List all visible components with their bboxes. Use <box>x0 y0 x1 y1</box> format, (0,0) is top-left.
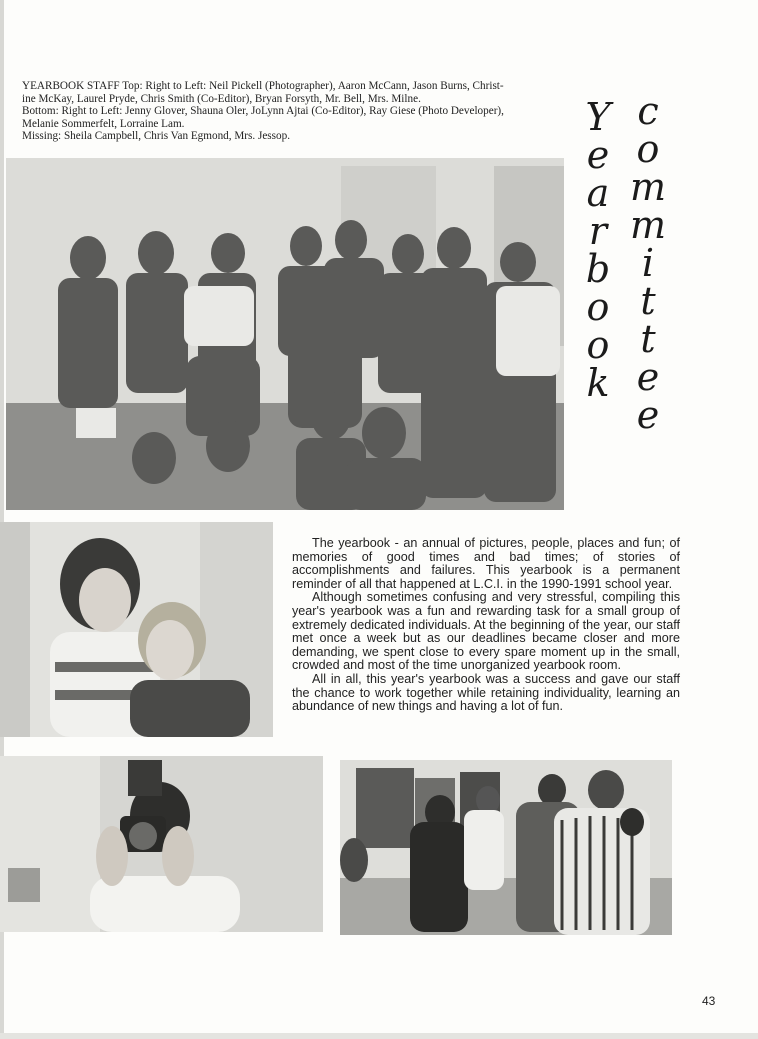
title-letter: o <box>586 323 610 367</box>
staff-group-photo <box>6 158 564 510</box>
staff-photo-caption <box>22 80 574 143</box>
photographer-photo-art <box>0 756 323 932</box>
title-letter: r <box>588 209 608 253</box>
title-letter: k <box>586 361 610 405</box>
caption-line: Missing: Sheila Campbell, Chris Van Egmond, Mrs. Jessop. <box>22 130 290 143</box>
title-word-yearbook <box>580 95 616 405</box>
yearbook-room-photo <box>340 760 672 935</box>
title-letter: m <box>630 165 667 209</box>
article-paragraph: All in all, this year's yearbook was a success and gave our staff the chance to work together while retaining individuality, learning an abundance of new things and having a lot of fun. <box>292 671 680 714</box>
caption-line: Bottom: Right to Left: Jenny Glover, Shauna Oler, JoLynn Ajtai (Co-Editor), Ray Giese (Photo Developer), <box>22 105 504 118</box>
title-letter: o <box>636 127 660 171</box>
title-letter: b <box>585 247 611 291</box>
title-letter: a <box>586 171 610 215</box>
title-letter: m <box>630 203 667 247</box>
article-paragraph: Although sometimes confusing and very stressful, compiling this year's yearbook was a fun and rewarding task for a small group of extremely dedicated individuals. At the beginning of the year, our staff met once a week but as our deadlines became closer and more demanding, we spent close to every spare moment up in the small, crowded and most of the time unorganized yearbook room. <box>292 590 680 673</box>
photographer-photo <box>0 756 323 932</box>
title-letter: e <box>636 393 660 437</box>
title-letter: o <box>586 285 610 329</box>
page-number: 43 <box>702 994 716 1008</box>
title-letter: Y <box>585 95 611 139</box>
caption-line: ine McKay, Laurel Pryde, Chris Smith (Co-Editor), Bryan Forsyth, Mr. Bell, Mrs. Milne. <box>22 92 421 105</box>
title-letter: t <box>640 279 656 323</box>
two-students-photo <box>0 522 273 737</box>
article-paragraph: The yearbook - an annual of pictures, people, places and fun; of memories of good times and bad times; of stories of accomplishments and failures. This yearbook is a permanent reminder of all that happened at L.C.I. in the 1990-1991 school year. <box>292 536 680 591</box>
yearbook-room-photo-art <box>340 760 672 935</box>
caption-line: YEARBOOK STAFF Top: Right to Left: Neil Pickell (Photographer), Aaron McCann, Jason Burns, Christ- <box>22 80 504 92</box>
yearbook-article <box>292 537 680 714</box>
title-letter: e <box>586 133 610 177</box>
title-letter: i <box>641 241 655 285</box>
caption-line: Melanie Sommerfelt, Lorraine Lam. <box>22 117 185 130</box>
two-students-photo-art <box>0 522 273 737</box>
title-word-committee <box>630 89 667 437</box>
title-letter: e <box>636 355 660 399</box>
title-letter: c <box>637 89 659 133</box>
staff-group-photo-art <box>6 158 564 510</box>
page-bottom-edge <box>0 1033 758 1039</box>
title-letter: t <box>640 317 656 361</box>
